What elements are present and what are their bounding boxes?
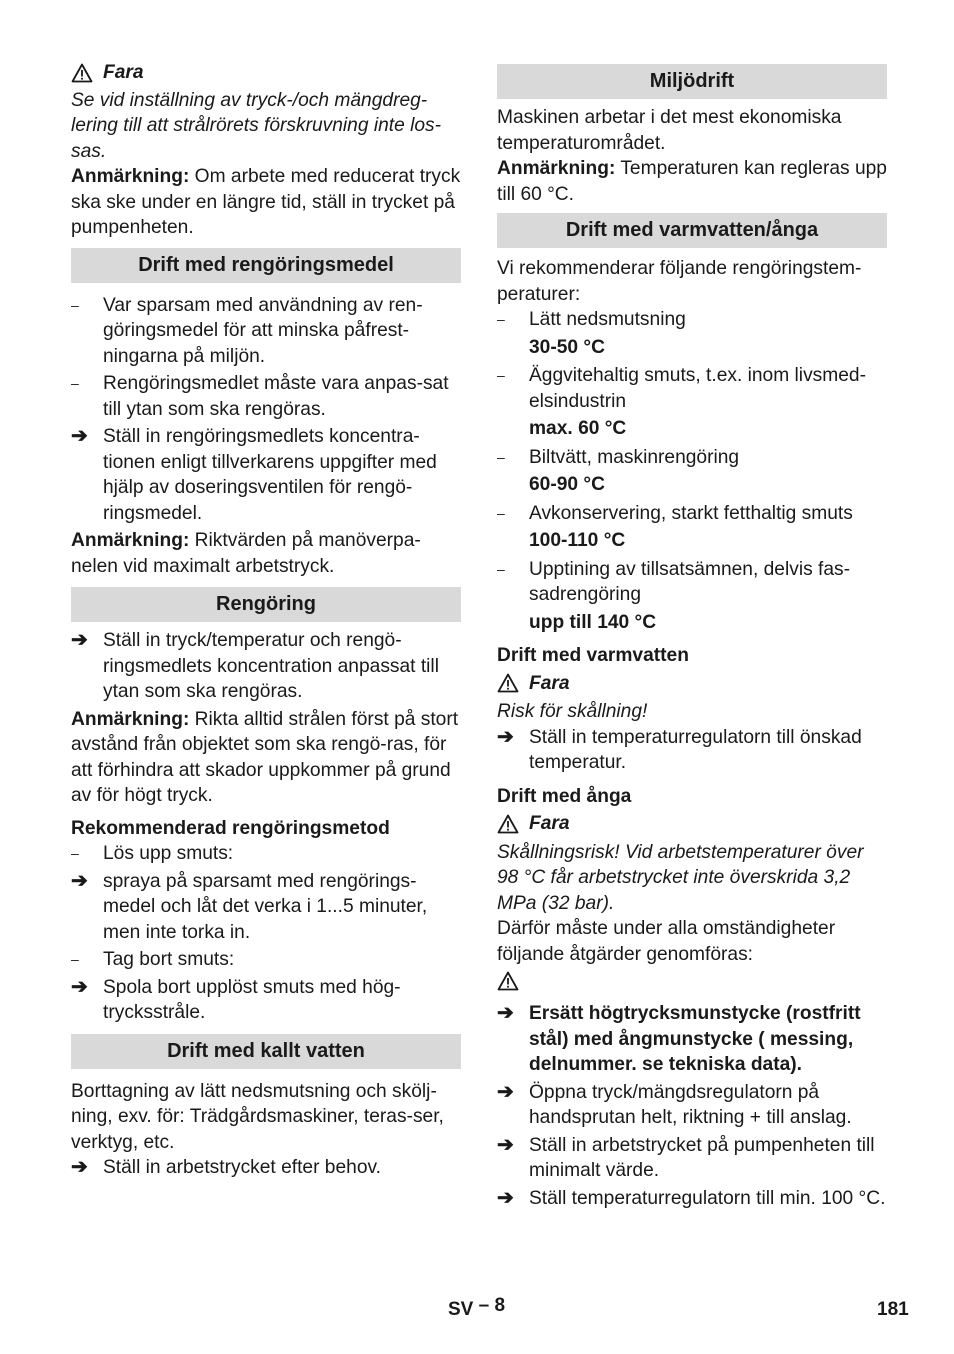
standalone-warning xyxy=(497,971,887,995)
list-item xyxy=(497,557,887,608)
section-heading: Drift med varmvatten/ånga xyxy=(497,213,887,248)
list-item xyxy=(497,725,887,776)
warning-triangle-icon xyxy=(497,673,519,693)
cleaning-list xyxy=(71,628,461,705)
hot-water-subheading: Drift med varmvatten xyxy=(497,645,689,666)
dash-marker: – xyxy=(497,448,505,465)
danger-text: Skållningsrisk! Vid arbetstemperaturer över 98 °C får arbetstrycket inte överskrida 3,2 MPa (32 bar). xyxy=(497,841,864,914)
page-reference: – 8 xyxy=(478,1295,506,1316)
note-label: Anmärkning: xyxy=(71,530,190,551)
list-item-text: Ställ in tryck/temperatur och rengö-ringsmedlets koncentration anpassat till ytan som ska rengöras. xyxy=(103,630,439,702)
list-item xyxy=(497,445,887,471)
note-label: Anmärkning: xyxy=(497,158,616,179)
section-heading: Rengöring xyxy=(71,587,461,622)
list-item-text: Ställ in temperaturregulatorn till önskad temperatur. xyxy=(529,726,862,773)
arrow-icon: ➔ xyxy=(71,975,88,998)
list-item xyxy=(71,293,461,370)
dash-marker: – xyxy=(497,504,505,521)
note-text: Rikta alltid strålen först på stort avstånd från objektet som ska rengö-ras, för att förhindra att skador uppkommer på grund av för högt tryck. xyxy=(71,708,459,806)
temperature-value: 60-90 °C xyxy=(529,474,605,495)
arrow-icon: ➔ xyxy=(71,629,88,651)
temperature-value: 100-110 °C xyxy=(529,530,626,551)
list-item xyxy=(497,363,887,414)
method-list xyxy=(71,841,461,1026)
danger-label: Fara xyxy=(103,62,144,83)
list-item xyxy=(71,841,461,867)
list-item xyxy=(497,1001,887,1078)
list-item-text: Rengöringsmedlet måste vara anpas-sat till ytan som ska rengöras. xyxy=(103,373,449,420)
eco-text: Maskinen arbetar i det mest ekonomiska temperaturområdet. xyxy=(497,107,842,154)
danger-warning-heading xyxy=(497,811,887,837)
list-item-text: Ställ in arbetstrycket på pumpenheten till minimalt värde. xyxy=(529,1134,875,1181)
list-item xyxy=(497,1080,887,1131)
arrow-icon: ➔ xyxy=(71,1156,88,1178)
list-item-text: Var sparsam med användning av ren-göringsmedel för att minska påfrest-ningarna på miljön. xyxy=(103,294,423,367)
list-item xyxy=(71,869,461,946)
danger-text: Risk för skållning! xyxy=(497,701,648,722)
list-item xyxy=(71,975,461,1026)
right-column xyxy=(497,64,887,1211)
temperature-value: max. 60 °C xyxy=(529,418,627,439)
list-item-text: Äggvitehaltig smuts, t.ex. inom livsmed-elsindustrin xyxy=(529,365,866,412)
section-heading: Drift med kallt vatten xyxy=(71,1034,461,1069)
list-item-text: Biltvätt, maskinrengöring xyxy=(529,446,740,468)
danger-warning-heading xyxy=(71,60,461,86)
footer-language xyxy=(448,1297,505,1323)
list-item xyxy=(71,424,461,526)
list-item-text: Upptining av tillsatsämnen, delvis fas-sadrengöring xyxy=(529,558,851,605)
arrow-icon: ➔ xyxy=(71,869,88,892)
detergent-list xyxy=(71,293,461,527)
warning-triangle-icon xyxy=(497,814,519,834)
note-paragraph xyxy=(497,156,887,207)
cold-water-list xyxy=(71,1155,461,1181)
warning-triangle-icon xyxy=(497,971,519,991)
section-heading: Drift med rengöringsmedel xyxy=(71,248,461,283)
danger-text: Se vid inställning av tryck-/och mängdreg-lering till att strålrörets förskruvning inte los-sas. xyxy=(71,89,442,162)
list-item xyxy=(497,1186,887,1212)
steam-list xyxy=(497,1001,887,1211)
section-heading: Miljödrift xyxy=(497,64,887,99)
note-paragraph xyxy=(71,707,461,809)
list-item xyxy=(71,371,461,422)
temperature-list xyxy=(497,307,887,635)
method-subheading: Rekommenderad rengöringsmetod xyxy=(71,817,390,839)
steam-text: Därför måste under alla omständigheter följande åtgärder genomföras: xyxy=(497,918,836,965)
temp-intro-text: Vi rekommenderar följande rengöringstem-peraturer: xyxy=(497,258,862,305)
note-text: Temperaturen kan regleras upp till 60 °C. xyxy=(497,158,887,205)
list-item-text: Ställ temperaturregulatorn till min. 100 °C. xyxy=(529,1187,886,1209)
hot-water-list xyxy=(497,725,887,776)
list-item xyxy=(71,947,461,973)
list-item-text: Ställ in arbetstrycket efter behov. xyxy=(103,1157,381,1178)
cold-water-text: Borttagning av lätt nedsmutsning och skölj-ning, exv. för: Trädgårdsmaskiner, teras-ser, verktyg, etc. xyxy=(71,1080,444,1153)
arrow-icon: ➔ xyxy=(71,425,88,447)
note-paragraph xyxy=(71,528,461,579)
list-item-text: spraya på sparsamt med rengörings-medel och låt det verka i 1...5 minuter, men inte torka in. xyxy=(103,870,428,943)
left-column xyxy=(71,60,461,1181)
note-label: Anmärkning: xyxy=(71,166,190,187)
note-text: Om arbete med reducerat tryck ska ske under en längre tid, ställ in trycket på pumpenheten. xyxy=(71,166,461,238)
steam-subheading: Drift med ånga xyxy=(497,785,632,807)
warning-triangle-icon xyxy=(71,63,93,83)
dash-marker: – xyxy=(71,845,79,861)
dash-marker: – xyxy=(497,367,505,383)
dash-marker: – xyxy=(71,375,79,391)
list-item-text: Spola bort upplöst smuts med hög-trycksstråle. xyxy=(103,976,401,1023)
list-item xyxy=(497,1133,887,1184)
danger-label: Fara xyxy=(529,672,570,694)
language-code: SV xyxy=(448,1299,474,1320)
list-item xyxy=(71,1155,461,1181)
note-label: Anmärkning: xyxy=(71,708,190,730)
arrow-icon: ➔ xyxy=(497,1002,514,1024)
note-text: Riktvärden på manöverpa-nelen vid maximalt arbetstryck. xyxy=(71,530,421,577)
arrow-icon: ➔ xyxy=(497,1080,514,1103)
list-item xyxy=(497,307,887,333)
list-item xyxy=(497,501,887,527)
list-item-text: Ersätt högtrycksmunstycke (rostfritt stål) med ångmunstycke ( messing, delnummer. se tekniska data). xyxy=(529,1003,861,1075)
list-item-text: Tag bort smuts: xyxy=(103,949,235,970)
arrow-icon: ➔ xyxy=(497,725,514,748)
dash-marker: – xyxy=(71,296,79,313)
temperature-value: 30-50 °C xyxy=(529,336,605,358)
list-item-text: Öppna tryck/mängdsregulatorn på handsprutan helt, riktning + till anslag. xyxy=(529,1081,852,1128)
arrow-icon: ➔ xyxy=(497,1133,514,1156)
list-item-text: Lätt nedsmutsning xyxy=(529,309,686,330)
list-item-text: Avkonservering, starkt fetthaltig smuts xyxy=(529,502,853,524)
list-item-text: Lös upp smuts: xyxy=(103,843,234,864)
note-paragraph xyxy=(71,164,461,241)
list-item-text: Ställ in rengöringsmedlets koncentra-tionen enligt tillverkarens uppgifter med hjälp av doseringsventilen för rengö-ringsmedel. xyxy=(103,426,437,524)
dash-marker: – xyxy=(497,560,505,577)
arrow-icon: ➔ xyxy=(497,1186,514,1209)
list-item xyxy=(71,628,461,705)
danger-warning-heading xyxy=(497,671,887,697)
dash-marker: – xyxy=(71,951,79,967)
danger-label: Fara xyxy=(529,813,570,834)
temperature-value: upp till 140 °C xyxy=(529,611,657,633)
dash-marker: – xyxy=(497,311,505,327)
page-number: 181 xyxy=(877,1299,909,1320)
